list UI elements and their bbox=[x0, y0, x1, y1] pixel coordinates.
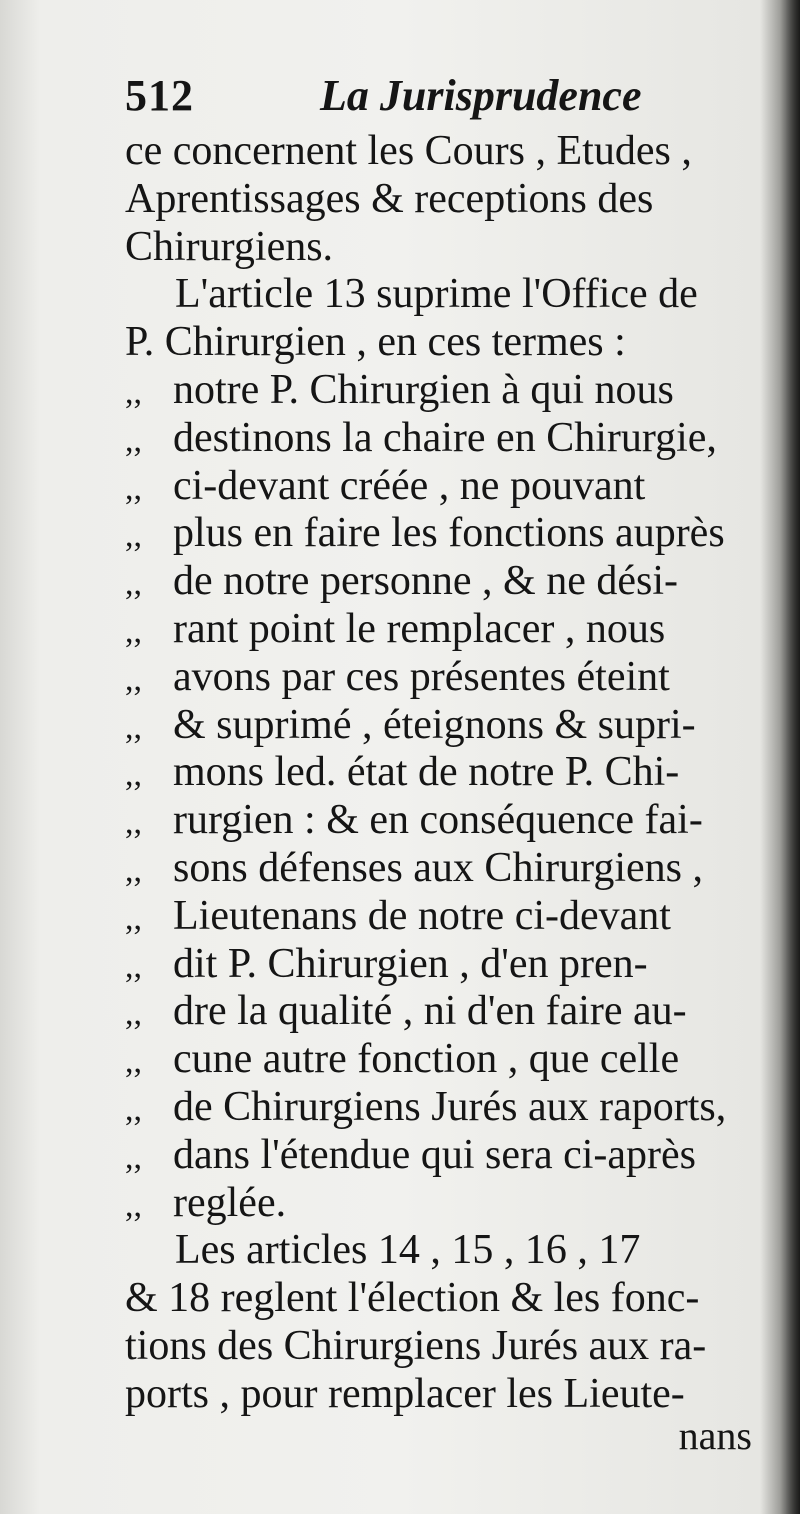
quote-mark: ,, bbox=[125, 1090, 142, 1128]
quote-mark: ,, bbox=[125, 851, 142, 889]
running-title: La Jurisprudence bbox=[320, 71, 642, 120]
quoted-line: ,, sons défenses aux Chirurgiens , bbox=[125, 845, 740, 893]
quoted-line: ,, Lieutenans de notre ci-devant bbox=[125, 893, 740, 941]
quoted-line: ,, de Chirurgiens Jurés aux raports, bbox=[125, 1084, 740, 1132]
quote-mark: ,, bbox=[125, 565, 142, 603]
quote-mark: ,, bbox=[125, 660, 142, 698]
text-line: tions des Chirurgiens Jurés aux ra- bbox=[125, 1322, 707, 1369]
quote-mark: ,, bbox=[125, 373, 142, 411]
quote-mark: ,, bbox=[125, 995, 142, 1033]
text-line: ce concernent les Cours , Etudes , bbox=[125, 128, 692, 174]
quoted-line: ,, rant point le remplacer , nous bbox=[125, 606, 740, 654]
body-text bbox=[125, 128, 740, 1419]
text-line: Aprentissages & receptions des bbox=[125, 175, 654, 222]
quoted-line: ,, dans l'étendue qui sera ci-après bbox=[125, 1132, 740, 1180]
text-line: Les articles 14 , 15 , 16 , 17 bbox=[175, 1227, 641, 1274]
text-line: L'article 13 suprime l'Office de bbox=[175, 271, 698, 318]
quoted-line: ,, de notre personne , & ne dési- bbox=[125, 558, 740, 606]
quoted-line: ,, dit P. Chirurgien , d'en pren- bbox=[125, 941, 740, 989]
quote-mark: ,, bbox=[125, 517, 142, 555]
quoted-line: ,, & suprimé , éteignons & supri- bbox=[125, 702, 740, 750]
page-number: 512 bbox=[125, 71, 194, 120]
quoted-line: ,, rurgien : & en conséquence fai- bbox=[125, 797, 740, 845]
text-line: Chirurgiens. bbox=[125, 223, 334, 270]
quote-mark: ,, bbox=[125, 421, 142, 459]
quote-mark: ,, bbox=[125, 756, 142, 794]
quote-mark: ,, bbox=[125, 708, 142, 746]
quoted-line: ,, destinons la chaire en Chirurgie, bbox=[125, 415, 740, 463]
quote-mark: ,, bbox=[125, 804, 142, 842]
quote-mark: ,, bbox=[125, 1138, 142, 1176]
quote-mark: ,, bbox=[125, 612, 142, 650]
text-line: & 18 reglent l'élection & les fonc- bbox=[125, 1275, 700, 1322]
text-line: ports , pour remplacer les Lieute- bbox=[125, 1370, 685, 1417]
quoted-line: ,, mons led. état de notre P. Chi- bbox=[125, 749, 740, 797]
quoted-line: ,, avons par ces présentes éteint bbox=[125, 654, 740, 702]
quote-mark: ,, bbox=[125, 1186, 142, 1224]
quoted-line: ,, notre P. Chirurgien à qui nous bbox=[125, 367, 740, 415]
page-edge-shadow bbox=[780, 0, 800, 1514]
catchword: nans bbox=[678, 1413, 752, 1458]
quoted-line: ,, ci-devant créée , ne pouvant bbox=[125, 463, 740, 511]
quote-mark: ,, bbox=[125, 947, 142, 985]
quoted-line: ,, dre la qualité , ni d'en faire au- bbox=[125, 988, 740, 1036]
quoted-line: ,, plus en faire les fonctions auprès bbox=[125, 510, 740, 558]
text-line: P. Chirurgien , en ces termes : bbox=[125, 319, 626, 366]
quote-mark: ,, bbox=[125, 899, 142, 937]
quote-mark: ,, bbox=[125, 469, 142, 507]
quoted-line: ,, reglée. bbox=[125, 1180, 740, 1228]
quoted-line: ,, cune autre fonction , que celle bbox=[125, 1036, 740, 1084]
quote-mark: ,, bbox=[125, 1043, 142, 1081]
